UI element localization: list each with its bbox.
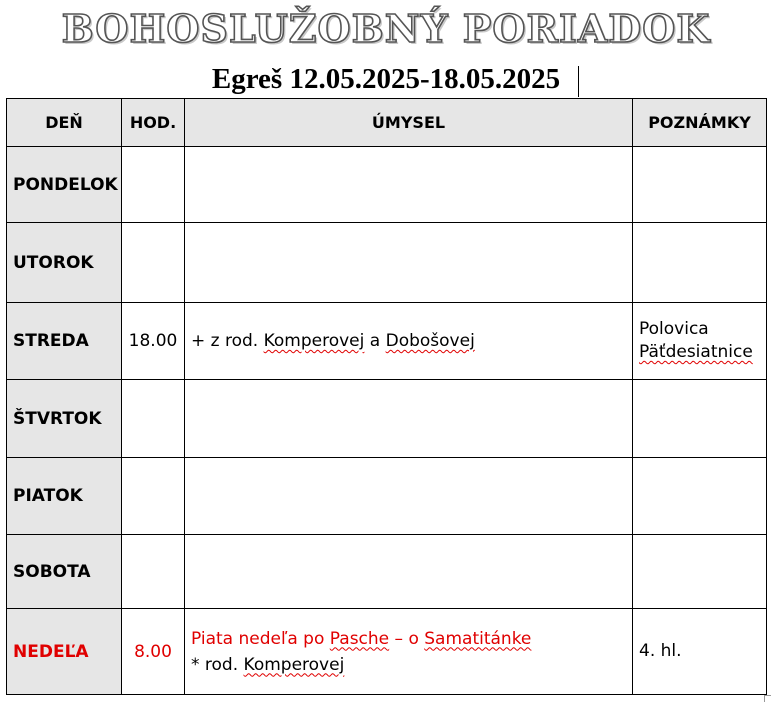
day-cell: NEDEĽA: [7, 609, 122, 695]
intent-text: Samatitánke: [424, 628, 532, 649]
note-cell: [633, 458, 767, 535]
note-cell: [633, 535, 767, 609]
table-row: [7, 223, 767, 303]
hour-cell: [122, 223, 185, 303]
intent-text: Pasche: [329, 628, 390, 649]
hour-cell: 8.00: [122, 609, 185, 695]
hour-cell: [122, 380, 185, 458]
table-row: [7, 609, 767, 695]
note-text: Polovica: [639, 319, 709, 339]
column-header-notes: POZNÁMKY: [633, 99, 767, 147]
table-row: [7, 458, 767, 535]
day-cell: PONDELOK: [7, 147, 122, 223]
intent-cell: [185, 147, 633, 223]
hour-cell: [122, 147, 185, 223]
day-cell: UTOROK: [7, 223, 122, 303]
intent-text: + z rod.: [191, 331, 259, 351]
schedule-table: [6, 98, 767, 695]
table-row: [7, 380, 767, 458]
day-cell: PIATOK: [7, 458, 122, 535]
text-cursor: [578, 66, 579, 97]
note-cell: [633, 223, 767, 303]
intent-text: – o: [394, 628, 419, 649]
note-cell: [633, 380, 767, 458]
table-row: [7, 303, 767, 380]
hour-cell: [122, 458, 185, 535]
note-text: Päťdesiatnice: [639, 342, 753, 362]
hour-cell: 18.00: [122, 303, 185, 380]
table-row: [7, 147, 767, 223]
table-row: [7, 535, 767, 609]
intent-text: Komperovej: [243, 654, 345, 675]
intent-cell: [185, 535, 633, 609]
intent-text: Komperovej: [263, 331, 365, 351]
column-header-intent: ÚMYSEL: [185, 99, 633, 147]
table-header-row: [7, 99, 767, 147]
day-cell: SOBOTA: [7, 535, 122, 609]
page-title: BOHOSLUŽOBNÝ PORIADOK: [61, 6, 711, 51]
column-header-hour: HOD.: [122, 99, 185, 147]
intent-cell: [185, 609, 633, 695]
page-subtitle: Egreš 12.05.2025-18.05.2025: [211, 63, 561, 95]
page-corner-mark: [764, 695, 771, 702]
column-header-day: DEŇ: [7, 99, 122, 147]
note-cell: [633, 147, 767, 223]
intent-text: a: [369, 331, 381, 351]
hour-cell: [122, 535, 185, 609]
day-cell: ŠTVRTOK: [7, 380, 122, 458]
intent-text: * rod.: [191, 654, 239, 675]
note-cell: 4. hl.: [633, 609, 767, 695]
note-cell: [633, 303, 767, 380]
intent-cell: [185, 223, 633, 303]
intent-cell: [185, 458, 633, 535]
day-cell: STREDA: [7, 303, 122, 380]
intent-text: Piata nedeľa po: [191, 628, 325, 649]
intent-cell: [185, 303, 633, 380]
intent-text: Dobošovej: [385, 331, 475, 351]
intent-cell: [185, 380, 633, 458]
